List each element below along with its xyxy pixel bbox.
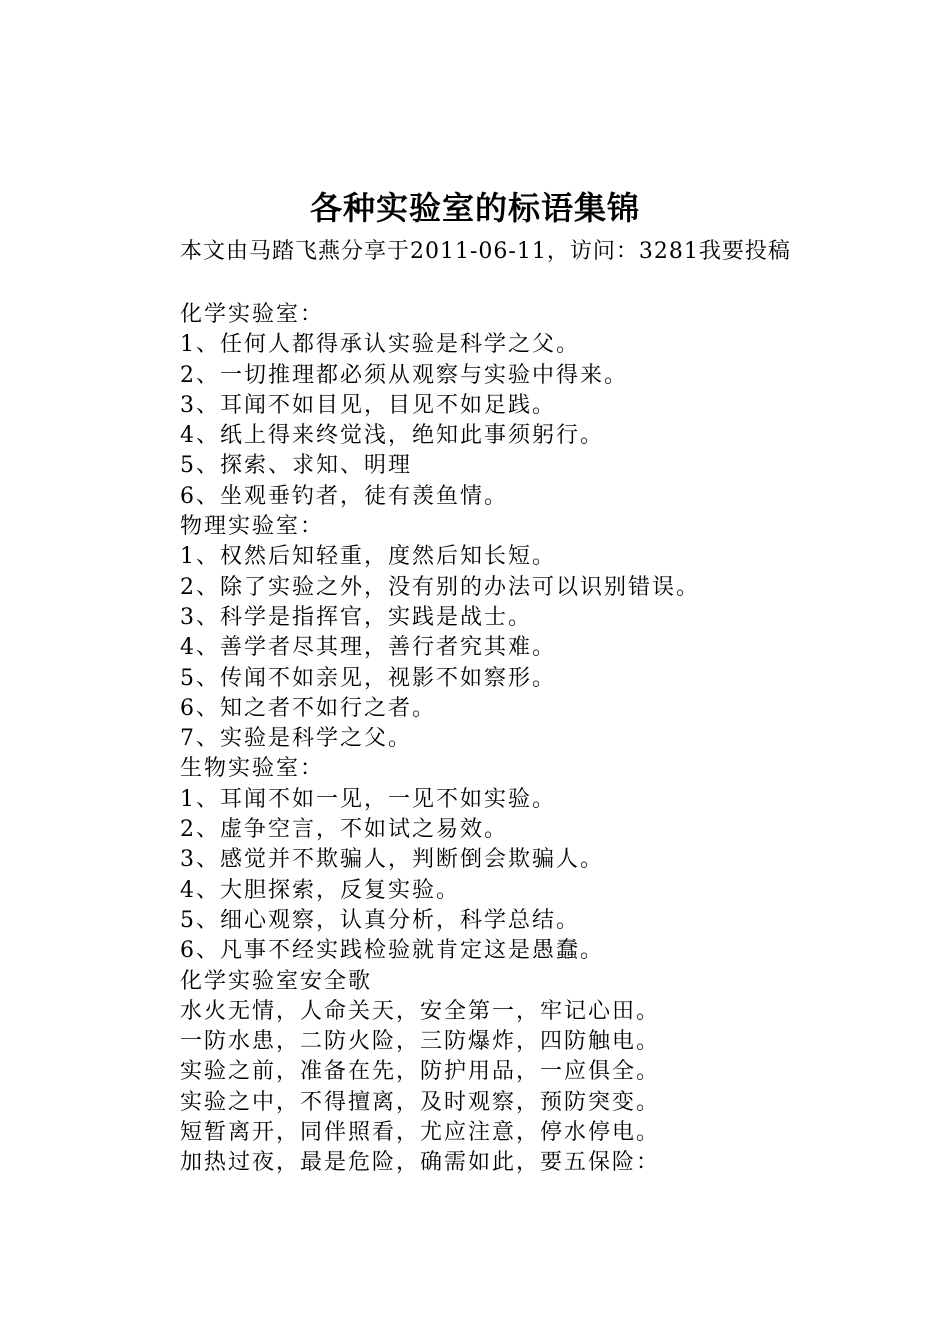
- text-line: 6、坐观垂钓者，徒有羡鱼情。: [180, 483, 508, 509]
- text-line: 实验之前，准备在先，防护用品，一应俱全。: [180, 1059, 661, 1085]
- text-line: 短暂离开，同伴照看，尤应注意，停水停电。: [180, 1120, 661, 1146]
- text-line: 3、科学是指挥官，实践是战士。: [180, 604, 532, 630]
- text-line: 化学实验室：: [180, 302, 325, 327]
- text-line: 6、凡事不经实践检验就肯定这是愚蠢。: [180, 938, 604, 964]
- text-line: 4、善学者尽其理，善行者究其难。: [180, 635, 556, 661]
- text-line: 1、耳闻不如一见，一见不如实验。: [180, 786, 556, 812]
- text-line: 实验之中，不得擅离，及时观察，预防突变。: [180, 1089, 661, 1115]
- text-line: 6、知之者不如行之者。: [180, 695, 436, 721]
- text-line: 物理实验室：: [180, 514, 325, 540]
- text-line: 5、探索、求知、明理: [180, 453, 412, 479]
- text-line: 化学实验室安全歌: [180, 968, 373, 994]
- document-body: [180, 300, 880, 1179]
- text-line: 7、实验是科学之父。: [180, 726, 412, 752]
- text-line: 3、感觉并不欺骗人，判断倒会欺骗人。: [180, 847, 604, 873]
- text-line: 3、耳闻不如目见，目见不如足践。: [180, 392, 556, 418]
- text-line: 2、一切推理都必须从观察与实验中得来。: [180, 362, 628, 388]
- document-title: 各种实验室的标语集锦: [309, 189, 640, 227]
- text-line: 5、传闻不如亲见，视影不如察形。: [180, 665, 556, 691]
- text-line: 2、除了实验之外，没有别的办法可以识别错误。: [180, 574, 700, 600]
- text-line: 生物实验室：: [180, 756, 325, 782]
- text-line: 1、权然后知轻重，度然后知长短。: [180, 544, 556, 570]
- text-line: 2、虚争空言，不如试之易效。: [180, 817, 508, 843]
- text-line: 1、任何人都得承认实验是科学之父。: [180, 332, 580, 358]
- text-line: 加热过夜，最是危险，确需如此，要五保险：: [180, 1150, 661, 1176]
- text-line: 4、纸上得来终觉浅，绝知此事须躬行。: [180, 423, 604, 449]
- text-line: 水火无情，人命关天，安全第一，牢记心田。: [180, 998, 661, 1024]
- text-line: 5、细心观察，认真分析，科学总结。: [180, 907, 580, 933]
- text-line: 一防水患，二防火险，三防爆炸，四防触电。: [180, 1029, 661, 1055]
- document-meta: 本文由马踏飞燕分享于2011-06-11，访问：3281我要投稿: [180, 239, 791, 264]
- text-line: 4、大胆探索，反复实验。: [180, 877, 460, 903]
